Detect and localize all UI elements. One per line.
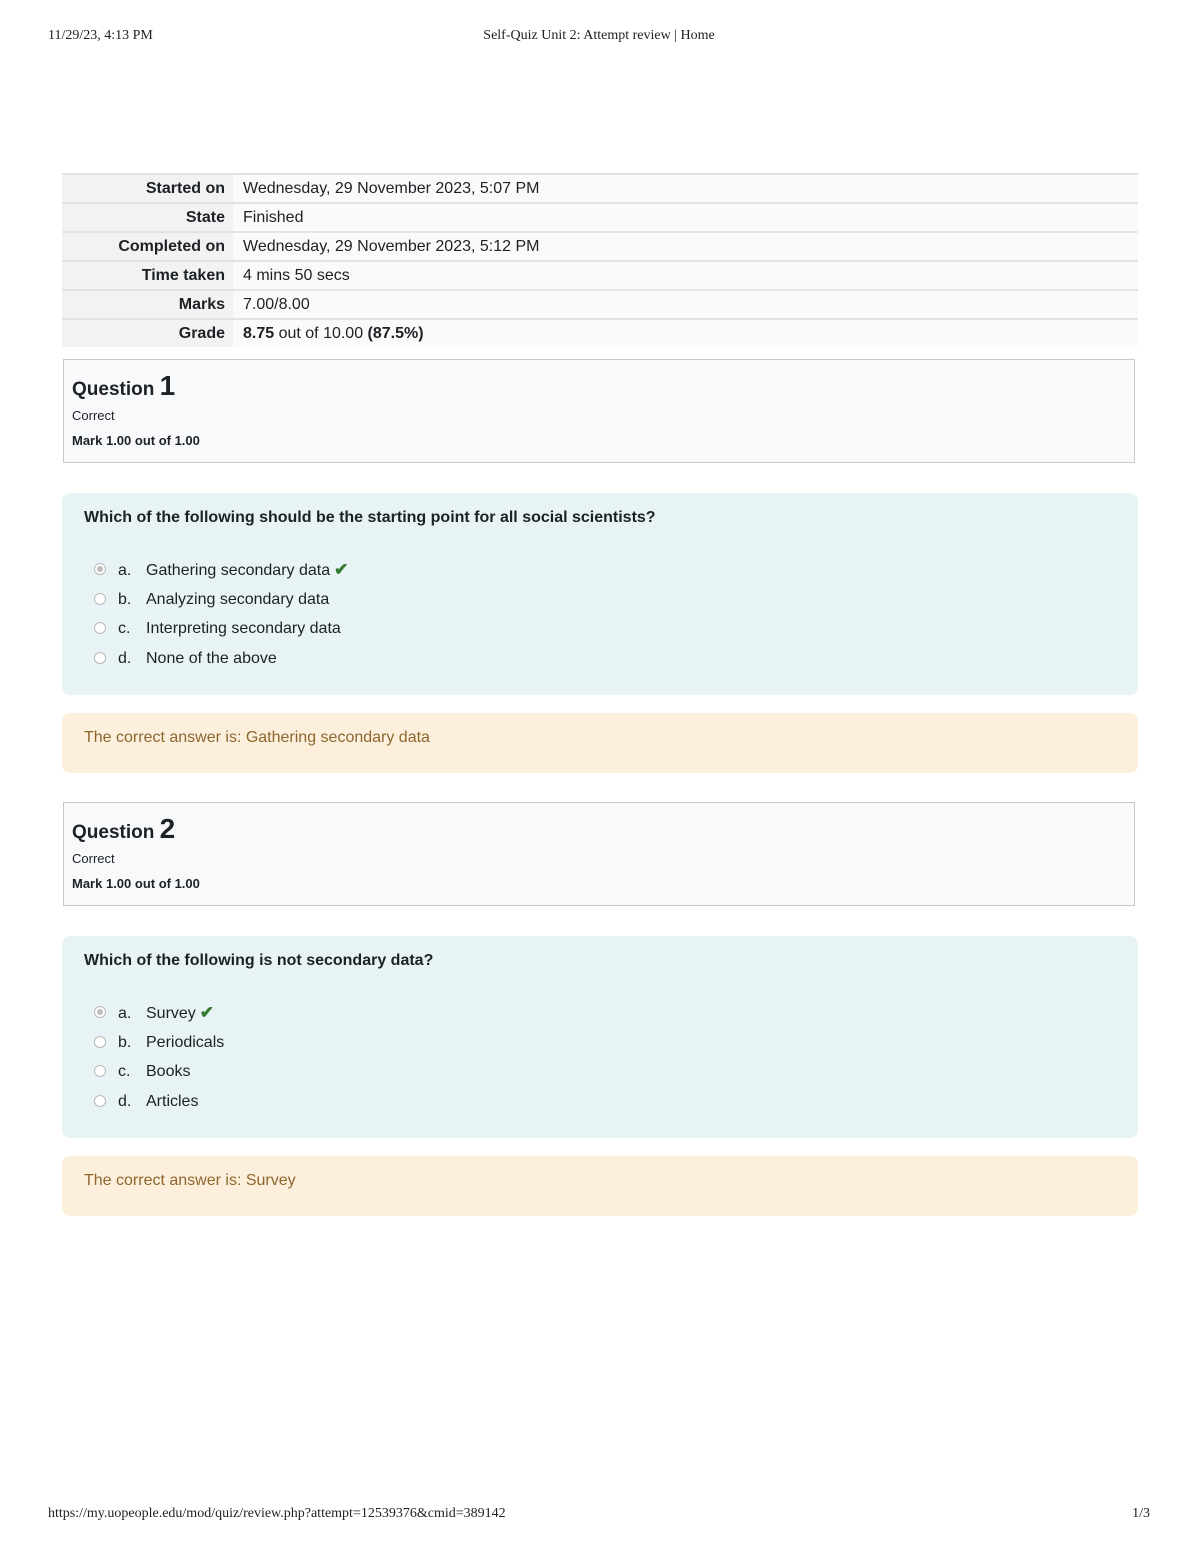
answer-option[interactable]: [84, 644, 1116, 674]
answer-letter: d.: [118, 1092, 132, 1110]
summary-row: [62, 203, 1138, 232]
print-page-title: Self-Quiz Unit 2: Attempt review | Home: [483, 28, 715, 43]
answer-letter: b.: [118, 1033, 132, 1051]
answer-letter: d.: [118, 649, 132, 667]
question-state: Correct: [72, 408, 115, 423]
radio-selected[interactable]: [94, 563, 106, 575]
summary-row: [62, 319, 1138, 347]
summary-row: [62, 261, 1138, 290]
summary-label: Time taken: [62, 261, 233, 290]
radio-button[interactable]: [94, 622, 106, 634]
correct-answer-feedback-1: The correct answer is: Gathering secondary data: [62, 713, 1138, 773]
answer-text: Analyzing secondary data: [146, 590, 330, 608]
radio-button[interactable]: [94, 1095, 106, 1107]
answer-option[interactable]: [84, 585, 1116, 615]
grade-score: 8.75: [243, 324, 275, 342]
question-title: [72, 813, 1126, 845]
answer-text: Periodicals: [146, 1033, 225, 1051]
answer-letter: a.: [118, 562, 132, 579]
summary-row: [62, 232, 1138, 261]
summary-label: Started on: [62, 174, 233, 203]
print-footer: [48, 1506, 1150, 1526]
answer-option[interactable]: [84, 1028, 1116, 1058]
answer-letter: c.: [118, 620, 131, 637]
answer-letter: c.: [118, 1063, 131, 1080]
question-state: Correct: [72, 851, 115, 866]
question-number: 1: [159, 370, 176, 401]
answer-text: Interpreting secondary data: [146, 620, 341, 637]
question-word: Question: [72, 822, 155, 843]
check-icon: ✔: [334, 560, 349, 579]
summary-value: Wednesday, 29 November 2023, 5:07 PM: [233, 174, 1138, 203]
grade-out-of: out of 10.00: [274, 324, 368, 342]
summary-row: [62, 290, 1138, 319]
summary-label: Grade: [62, 319, 233, 347]
summary-label: Completed on: [62, 232, 233, 261]
check-icon: ✔: [199, 1003, 215, 1022]
summary-value: Wednesday, 29 November 2023, 5:12 PM: [233, 232, 1138, 261]
question-grade: Mark 1.00 out of 1.00: [72, 433, 200, 448]
answer-text: Survey: [146, 1005, 196, 1022]
question-grade: Mark 1.00 out of 1.00: [72, 876, 200, 891]
summary-value: 4 mins 50 secs: [233, 261, 1138, 290]
question-text: Which of the following is not secondary data?: [84, 952, 434, 969]
answer-list: [84, 998, 1116, 1116]
answer-letter: a.: [118, 1005, 132, 1022]
question-formulation-2: [62, 936, 1138, 1138]
radio-selected[interactable]: [94, 1006, 106, 1018]
print-date-time: 11/29/23, 4:13 PM: [48, 28, 153, 43]
grade-percent: (87.5%): [367, 324, 424, 342]
question-info-1: [63, 359, 1135, 463]
summary-label: State: [62, 203, 233, 232]
question-number: 2: [159, 813, 176, 844]
answer-option[interactable]: [84, 1057, 1116, 1087]
grade-value: [233, 319, 1138, 347]
question-formulation-1: [62, 493, 1138, 695]
summary-value: Finished: [233, 203, 1138, 232]
radio-button[interactable]: [94, 1065, 106, 1077]
correct-answer-feedback-2: The correct answer is: Survey: [62, 1156, 1138, 1216]
answer-text: Books: [146, 1063, 191, 1080]
print-url: https://my.uopeople.edu/mod/quiz/review.php?attempt=12539376&cmid=389142: [48, 1506, 506, 1521]
question-title: [72, 370, 1126, 402]
print-header: [48, 28, 1150, 48]
answer-letter: b.: [118, 590, 132, 608]
answer-list: [84, 555, 1116, 673]
answer-option[interactable]: [84, 614, 1116, 644]
answer-text: None of the above: [146, 649, 277, 667]
answer-option[interactable]: [84, 555, 1116, 585]
question-info-2: [63, 802, 1135, 906]
question-text: Which of the following should be the starting point for all social scientists?: [84, 509, 656, 526]
answer-option[interactable]: [84, 998, 1116, 1028]
radio-button[interactable]: [94, 652, 106, 664]
print-page-number: 1/3: [1132, 1506, 1150, 1521]
radio-button[interactable]: [94, 1036, 106, 1048]
attempt-summary-table: [62, 173, 1138, 347]
summary-row: [62, 174, 1138, 203]
answer-option[interactable]: [84, 1087, 1116, 1117]
answer-text: Articles: [146, 1092, 199, 1110]
summary-value: 7.00/8.00: [233, 290, 1138, 319]
summary-label: Marks: [62, 290, 233, 319]
radio-button[interactable]: [94, 593, 106, 605]
question-word: Question: [72, 379, 155, 400]
answer-text: Gathering secondary data: [146, 562, 331, 579]
